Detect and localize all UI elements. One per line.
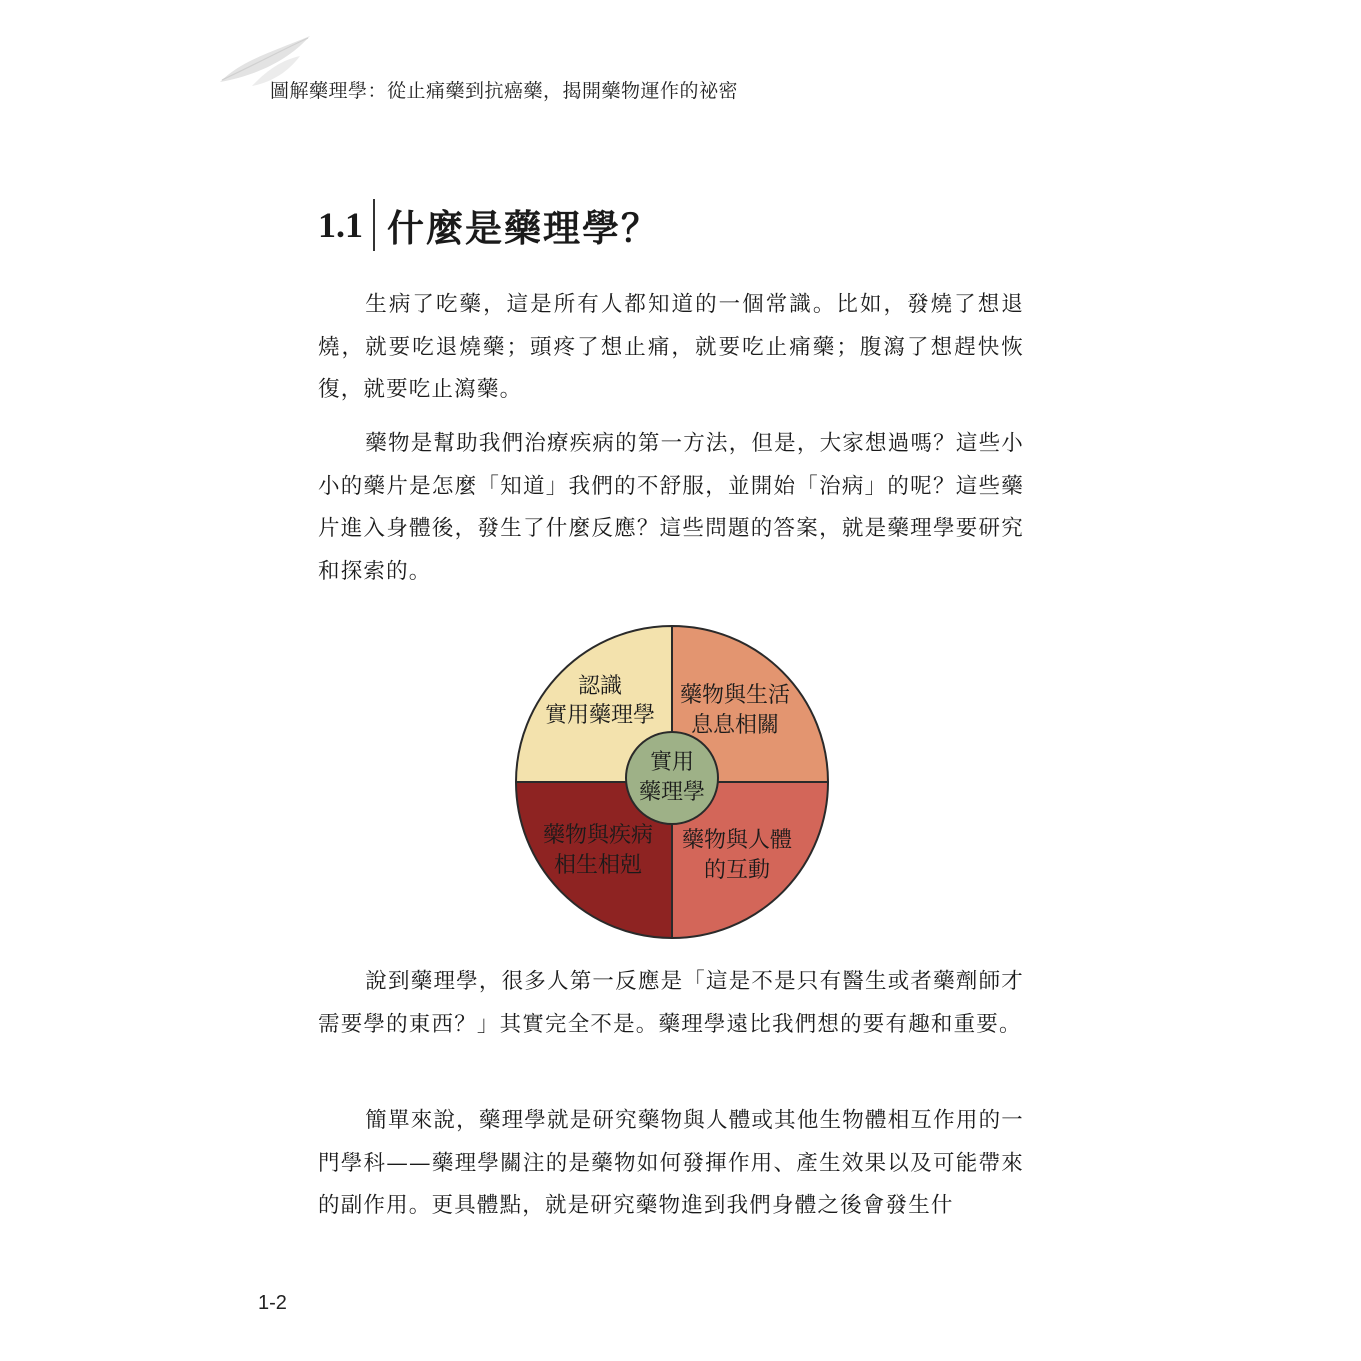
quadrant-bottom-right-line1: 藥物與人體 (681, 828, 793, 853)
body-paragraph: 簡單來說，藥理學就是研究藥物與人體或其他生物體相互作用的一門學科——藥理學關注的是藥物如何發揮作用、產生效果以及可能帶來的副作用。更具體點，就是研究藥物進到我們身體之後會發生什 (318, 1108, 1024, 1218)
quadrant-top-right-line2: 息息相關 (690, 713, 780, 738)
section-divider (373, 199, 375, 251)
section-title: 什麼是藥理學？ (387, 207, 660, 250)
pharmacology-diagram (512, 622, 832, 942)
center-circle (626, 732, 718, 824)
body-paragraph: 藥物是幫助我們治療疾病的第一方法，但是，大家想過嗎？這些小小的藥片是怎麼「知道」我們的不舒服，並開始「治病」的呢？這些藥片進入身體後，發生了什麼反應？這些問題的答案，就是藥理學要研究和探索的。 (318, 431, 1024, 584)
section-heading (318, 198, 660, 252)
page-number: 1-2 (258, 1292, 287, 1314)
body-paragraph: 生病了吃藥，這是所有人都知道的一個常識。比如，發燒了想退燒，就要吃退燒藥；頭疼了想止痛，就要吃止痛藥；腹瀉了想趕快恢復，就要吃止瀉藥。 (318, 292, 1024, 402)
quadrant-top-left-line2: 實用藥理學 (544, 703, 656, 728)
quadrant-bottom-left-line1: 藥物與疾病 (542, 823, 654, 848)
center-line1: 實用 (649, 750, 695, 775)
section-number: 1.1 (318, 205, 363, 245)
quadrant-top-right-line1: 藥物與生活 (679, 683, 791, 708)
body-paragraph: 說到藥理學，很多人第一反應是「這是不是只有醫生或者藥劑師才需要學的東西？」其實完全不是。藥理學遠比我們想的要有趣和重要。 (318, 969, 1024, 1037)
running-header: 圖解藥理學：從止痛藥到抗癌藥，揭開藥物運作的祕密 (270, 80, 739, 102)
quadrant-bottom-left-line2: 相生相剋 (553, 853, 643, 878)
quadrant-bottom-right-line2: 的互動 (703, 858, 771, 883)
quadrant-top-left-line1: 認識 (577, 674, 623, 699)
center-line2: 藥理學 (638, 780, 706, 805)
